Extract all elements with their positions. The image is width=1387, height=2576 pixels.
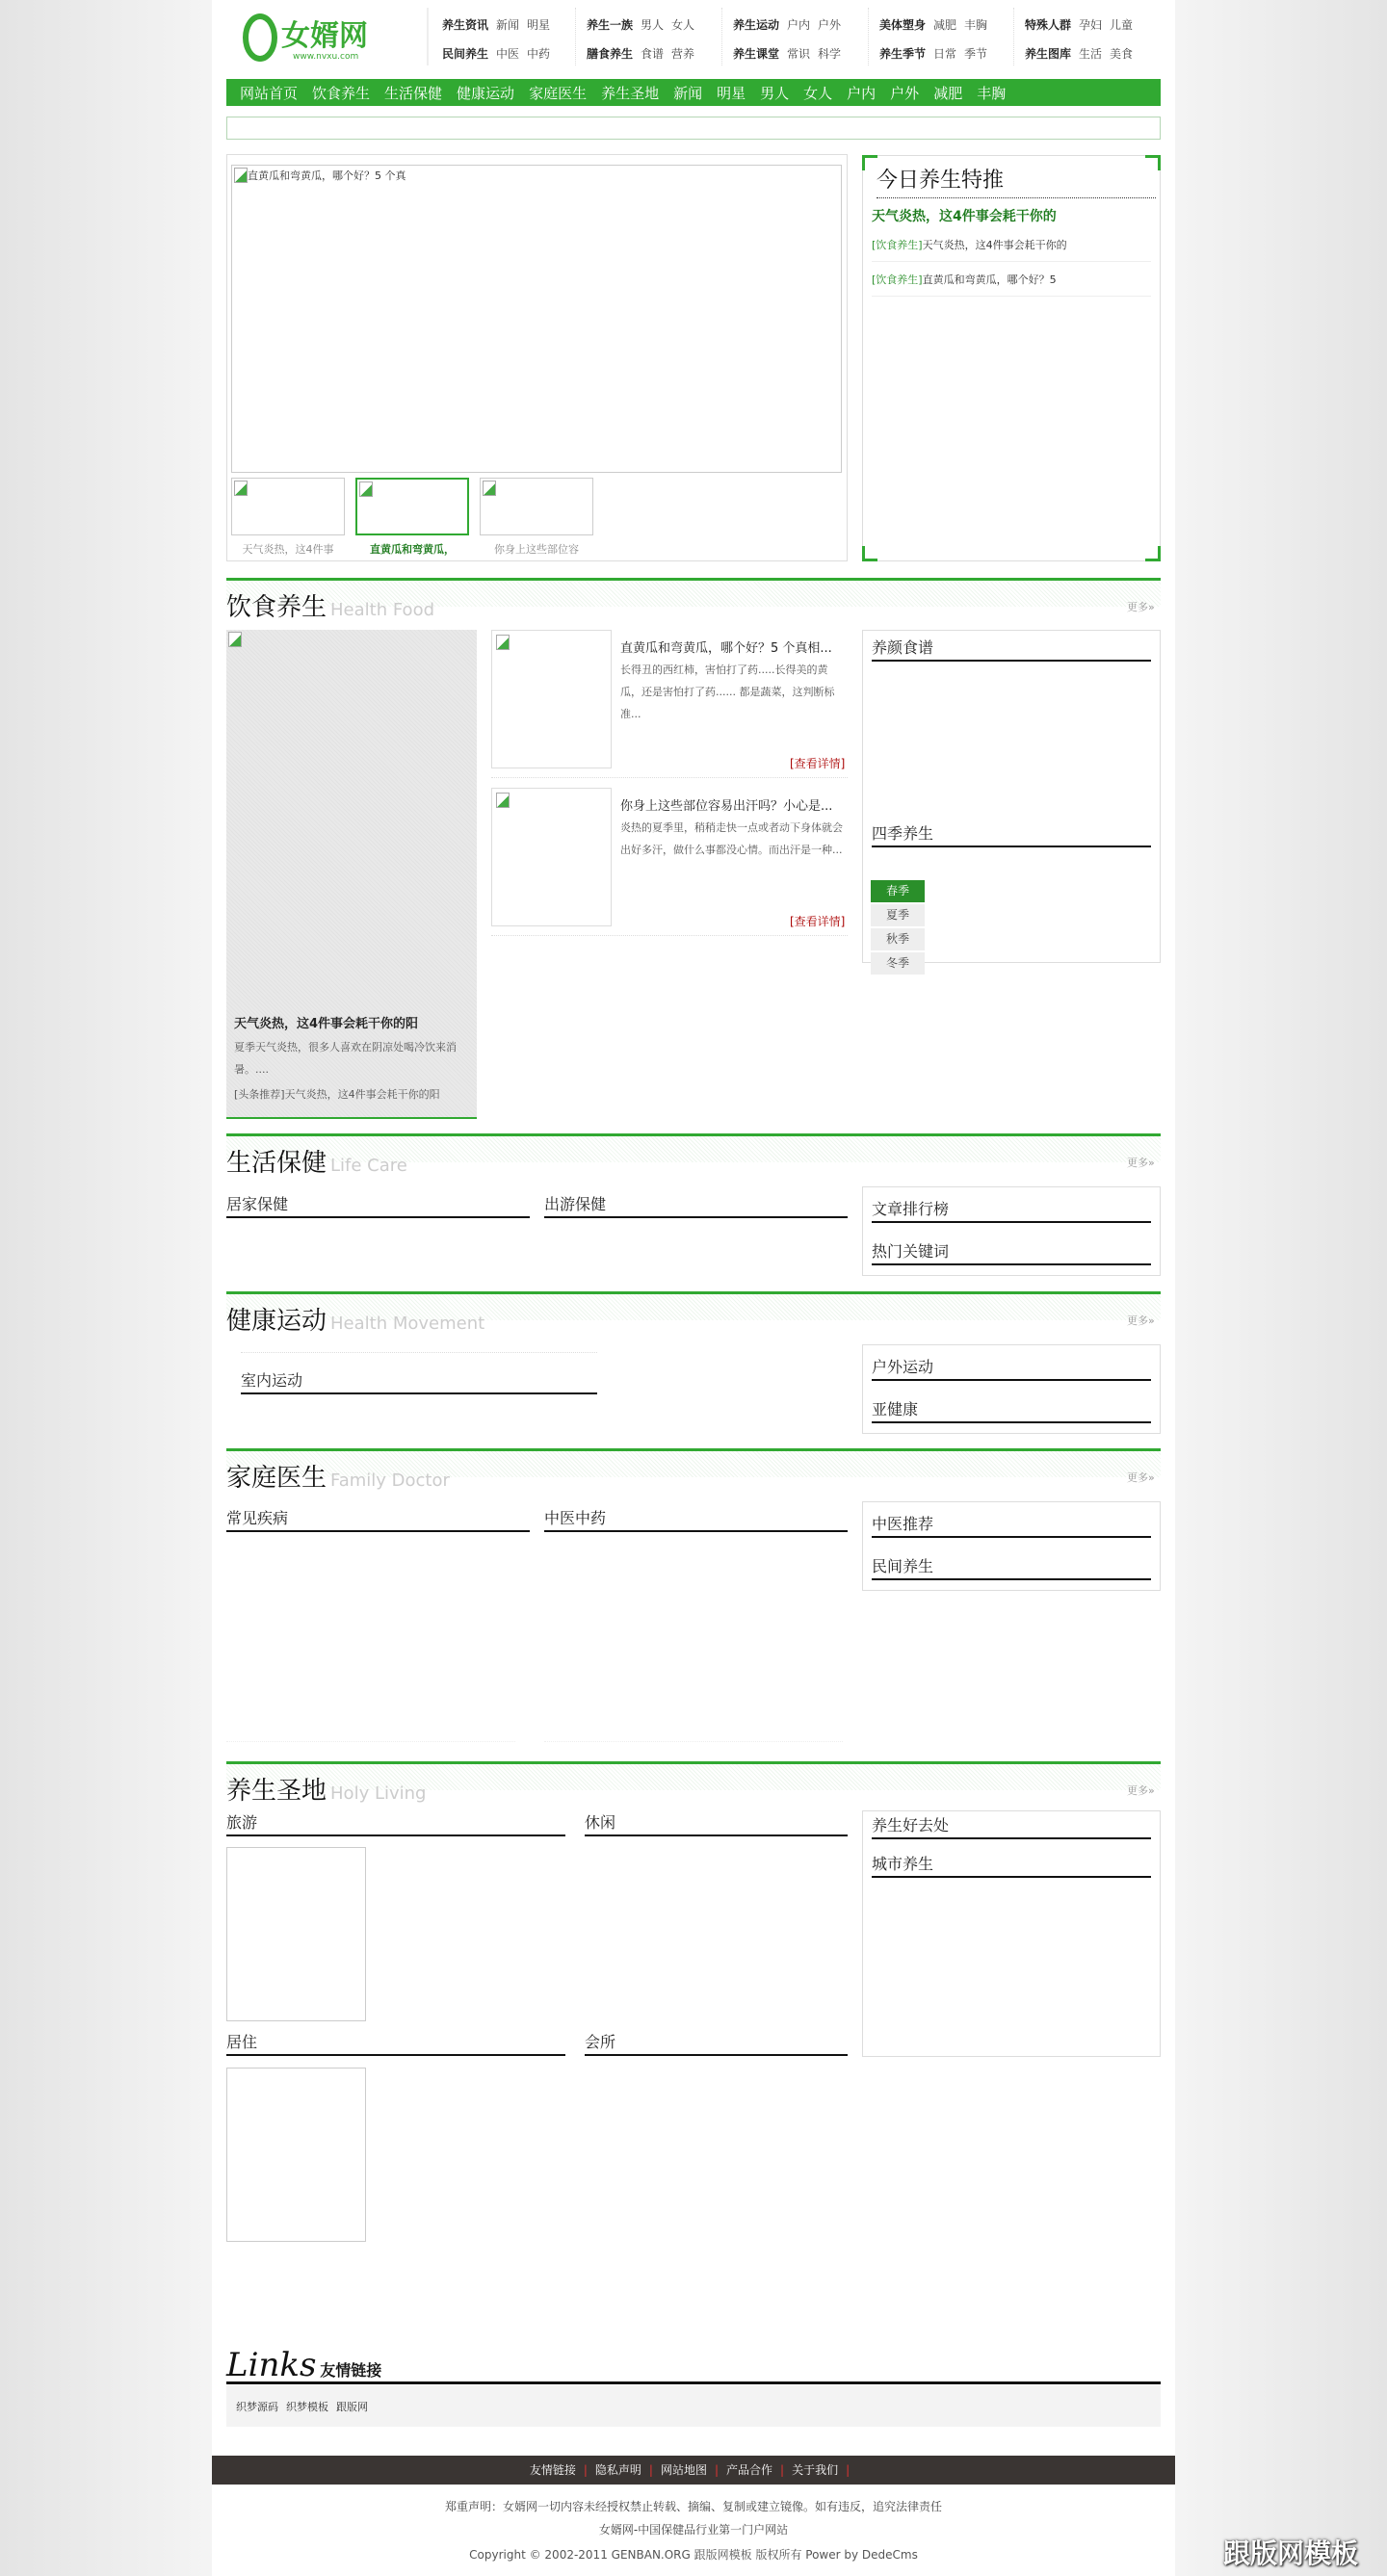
links-title: Links	[226, 2346, 317, 2384]
header-category-link[interactable]: 养生图库	[1025, 47, 1072, 61]
today-item[interactable]	[872, 237, 1151, 262]
doctor-section-title	[226, 1458, 450, 1494]
season-tab[interactable]: 夏季	[871, 904, 925, 926]
header-link[interactable]: 生活	[1079, 47, 1103, 61]
column-heading[interactable]: 居住	[226, 2033, 565, 2056]
thumbnail-caption[interactable]: 天气炎热，这4件事	[242, 543, 334, 556]
header-category-link[interactable]: 养生季节	[879, 47, 927, 61]
column-heading[interactable]: 文章排行榜	[872, 1200, 1151, 1223]
separator: |	[648, 2463, 653, 2477]
nav-item[interactable]: 丰胸	[977, 84, 1007, 102]
footer-link[interactable]: 隐私声明	[594, 2463, 641, 2477]
header-link[interactable]: 常识	[787, 47, 811, 61]
column-heading[interactable]: 户外运动	[872, 1358, 1151, 1381]
broken-image-icon	[234, 168, 248, 183]
holy-title: 养生圣地	[226, 1777, 327, 1806]
image-placeholder[interactable]	[226, 1847, 366, 2021]
header-link-row	[587, 44, 702, 73]
site-logo[interactable]	[243, 10, 397, 67]
header-link[interactable]: 营养	[671, 47, 695, 61]
header-link[interactable]: 中药	[527, 47, 551, 61]
column-heading[interactable]: 居家保健	[226, 1195, 530, 1218]
item-tag: [饮食养生]	[872, 273, 923, 286]
header-link[interactable]: 日常	[933, 47, 957, 61]
item-text: 天气炎热，这4件事会耗干你的	[922, 239, 1067, 251]
footer-link[interactable]: 产品合作	[726, 2463, 773, 2477]
header-link-row	[733, 44, 849, 73]
slider-thumbnail[interactable]	[480, 478, 593, 535]
doctor-title: 家庭医生	[226, 1464, 327, 1493]
header-link[interactable]: 减肥	[933, 18, 957, 32]
today-title: 今日养生特推	[877, 164, 1156, 198]
header-link-row	[879, 44, 995, 73]
food-title: 饮食养生	[226, 593, 327, 622]
column-heading[interactable]: 旅游	[226, 1813, 565, 1836]
column-heading[interactable]: 亚健康	[872, 1400, 1151, 1423]
separator: |	[714, 2463, 720, 2477]
header-link-group	[1025, 15, 1140, 64]
more-link[interactable]: 更多»	[1127, 601, 1155, 613]
header-category-link[interactable]: 养生资讯	[442, 18, 489, 32]
corner-decoration	[862, 546, 877, 561]
nav-item[interactable]: 女人	[803, 84, 833, 102]
footer-copyright: Copyright © 2002-2011 GENBAN.ORG 跟版网模板 版权所有 Power by DedeCms	[469, 2548, 918, 2562]
food-feature[interactable]	[226, 630, 477, 1119]
slider-thumbnail[interactable]	[355, 478, 469, 535]
header-link[interactable]: 男人	[641, 18, 665, 32]
column-heading[interactable]: 民间养生	[872, 1557, 1151, 1580]
thumbnail-caption[interactable]: 直黄瓜和弯黄瓜，	[370, 543, 455, 556]
separator: |	[846, 2463, 851, 2477]
nav-item[interactable]: 饮食养生	[312, 84, 371, 102]
header-link[interactable]: 科学	[818, 47, 842, 61]
image-placeholder[interactable]	[226, 2068, 366, 2242]
header-link[interactable]: 季节	[964, 47, 988, 61]
broken-image-icon	[359, 481, 373, 497]
logo-text: 女婿网	[281, 19, 368, 53]
header-link[interactable]: 美食	[1110, 47, 1134, 61]
header-link-row	[1025, 15, 1140, 44]
more-link[interactable]: 更多»	[1127, 1471, 1155, 1484]
logo-url: www.nvxu.com	[293, 52, 359, 62]
header-link-row	[442, 15, 558, 44]
divider	[427, 8, 429, 65]
item-text: 直黄瓜和弯黄瓜，哪个好？5	[922, 273, 1057, 286]
broken-image-icon	[496, 635, 510, 650]
footer-nav	[212, 2456, 1175, 2485]
header-link[interactable]: 丰胸	[964, 18, 988, 32]
divider	[575, 8, 576, 65]
article-image[interactable]	[491, 788, 612, 926]
header-link[interactable]: 中医	[496, 47, 520, 61]
header-category-link[interactable]: 膳食养生	[587, 47, 634, 61]
header-category-link[interactable]: 特殊人群	[1025, 18, 1072, 32]
main-nav	[226, 79, 1161, 106]
header-link-group	[733, 15, 849, 64]
season-tab[interactable]: 冬季	[871, 952, 925, 975]
header-link-row	[587, 15, 702, 44]
header-category-link[interactable]: 民间养生	[442, 47, 489, 61]
header-category-link[interactable]: 养生运动	[733, 18, 780, 32]
view-detail-link[interactable]: [查看详情]	[790, 915, 846, 928]
corner-decoration	[1145, 546, 1161, 561]
column-heading[interactable]: 城市养生	[872, 1855, 1151, 1878]
separator: |	[583, 2463, 588, 2477]
friend-link[interactable]: 织梦源码	[236, 2401, 278, 2413]
column-heading[interactable]: 常见疾病	[226, 1509, 530, 1532]
nav-item[interactable]: 健康运动	[457, 84, 515, 102]
header-link[interactable]: 户外	[818, 18, 842, 32]
sport-section-title	[226, 1301, 484, 1337]
feature-title[interactable]: 天气炎热，这4件事会耗干你的阳	[234, 1017, 419, 1031]
watermark: 跟版网模板	[1223, 2537, 1359, 2569]
friend-link[interactable]: 织梦模板	[286, 2401, 328, 2413]
life-title-en: Life Care	[330, 1156, 407, 1176]
divider	[868, 8, 869, 65]
article-title[interactable]: 直黄瓜和弯黄瓜，哪个好？5 个真相...	[620, 641, 832, 656]
header-link-group	[442, 15, 558, 64]
life-section-title	[226, 1143, 407, 1179]
feature-link[interactable]: [头条推荐]天气炎热，这4件事会耗干你的阳	[234, 1088, 440, 1101]
food-title-en: Health Food	[330, 600, 435, 620]
column-heading[interactable]: 会所	[585, 2033, 848, 2056]
broken-image-icon	[496, 793, 510, 808]
divider	[544, 1741, 843, 1742]
header-link[interactable]: 新闻	[496, 18, 520, 32]
side-panel	[862, 1810, 1161, 2057]
column-heading[interactable]: 中医中药	[544, 1509, 848, 1532]
view-detail-link[interactable]: [查看详情]	[790, 757, 846, 770]
more-link[interactable]: 更多»	[1127, 1784, 1155, 1797]
footer-link[interactable]: 网站地图	[660, 2463, 707, 2477]
header-link[interactable]: 儿童	[1110, 18, 1134, 32]
food-section-title	[226, 587, 434, 623]
divider	[721, 8, 722, 65]
thumbnail-caption[interactable]: 你身上这些部位容	[494, 543, 579, 556]
search-bar[interactable]	[226, 117, 1161, 140]
footer-notice: 郑重声明：女婿网一切内容未经授权禁止转载、摘编、复制或建立镜像。如有违反，追究法律责任	[444, 2500, 942, 2513]
article-desc: 炎热的夏季里，稍稍走快一点或者动下身体就会出好多汗，做什么事都没心情。而出汗是一种...	[620, 821, 843, 856]
nav-item[interactable]: 户内	[847, 84, 877, 102]
separator: |	[780, 2463, 785, 2477]
header-link-group	[879, 15, 995, 64]
nav-item[interactable]: 户外	[890, 84, 920, 102]
column-heading[interactable]: 室内运动	[241, 1371, 597, 1394]
footer-link[interactable]: 友情链接	[529, 2463, 576, 2477]
divider	[491, 935, 848, 936]
divider	[241, 1352, 597, 1353]
footer-slogan: 女婿网-中国保健品行业第一门户网站	[598, 2523, 789, 2537]
nav-item[interactable]: 明星	[717, 84, 746, 102]
header-category-link[interactable]: 美体塑身	[879, 18, 927, 32]
broken-image-icon	[228, 632, 242, 647]
links-header	[226, 2346, 1161, 2384]
nav-item[interactable]: 家庭医生	[529, 84, 588, 102]
column-heading[interactable]: 热门关键词	[872, 1242, 1151, 1265]
recipes-heading: 养颜食谱	[872, 638, 1151, 662]
divider	[226, 1741, 515, 1742]
header-category-link[interactable]: 养生课堂	[733, 47, 780, 61]
nav-item[interactable]: 减肥	[933, 84, 963, 102]
broken-image-icon	[483, 481, 496, 496]
sport-title-en: Health Movement	[330, 1314, 485, 1334]
header-link-group	[587, 15, 702, 64]
article-image[interactable]	[491, 630, 612, 768]
today-headline[interactable]: 天气炎热，这4件事会耗干你的	[872, 209, 1057, 224]
life-title: 生活保健	[226, 1149, 327, 1178]
nav-item[interactable]: 新闻	[673, 84, 703, 102]
header-link[interactable]: 食谱	[641, 47, 665, 61]
season-tab[interactable]: 秋季	[871, 928, 925, 950]
today-item[interactable]	[872, 272, 1151, 297]
links-title-cn: 友情链接	[320, 2361, 382, 2380]
slider-main-alt: 直黄瓜和弯黄瓜，哪个好？5 个真	[248, 169, 406, 182]
slider-main-image[interactable]	[231, 165, 842, 473]
header-link[interactable]: 女人	[671, 18, 695, 32]
header-link-row	[1025, 44, 1140, 73]
column-heading[interactable]: 中医推荐	[872, 1515, 1151, 1538]
header-link-row	[442, 44, 558, 73]
holy-title-en: Holy Living	[330, 1783, 427, 1804]
header-category-link[interactable]: 养生一族	[587, 18, 634, 32]
broken-image-icon	[234, 481, 248, 496]
links-list	[226, 2385, 1161, 2427]
season-tab[interactable]: 春季	[871, 880, 925, 902]
article-title[interactable]: 你身上这些部位容易出汗吗？小心是...	[620, 799, 833, 814]
header-link-row	[879, 15, 995, 44]
footer-link[interactable]: 关于我们	[792, 2463, 839, 2477]
nav-item[interactable]: 生活保健	[384, 84, 443, 102]
seasons-heading: 四季养生	[872, 824, 1151, 847]
friend-link[interactable]: 跟版网	[336, 2401, 368, 2413]
nav-item[interactable]: 养生圣地	[601, 84, 660, 102]
holy-section-title	[226, 1771, 426, 1807]
divider	[1013, 8, 1014, 65]
divider	[491, 777, 848, 778]
logo-mark-icon	[243, 13, 277, 62]
header-link[interactable]: 明星	[527, 18, 551, 32]
corner-decoration	[862, 155, 877, 170]
more-link[interactable]: 更多»	[1127, 1314, 1155, 1327]
more-link[interactable]: 更多»	[1127, 1157, 1155, 1169]
header-link[interactable]: 户内	[787, 18, 811, 32]
item-tag: [饮食养生]	[872, 239, 923, 251]
sport-title: 健康运动	[226, 1307, 327, 1336]
header-link[interactable]: 孕妇	[1079, 18, 1103, 32]
feature-desc: 夏季天气炎热，很多人喜欢在阴凉处喝冷饮来消暑。....	[234, 1041, 457, 1076]
header-link-row	[733, 15, 849, 44]
doctor-title-en: Family Doctor	[330, 1470, 450, 1491]
column-heading[interactable]: 养生好去处	[872, 1816, 1151, 1839]
nav-item[interactable]: 网站首页	[240, 84, 299, 102]
article-desc: 长得丑的西红柿，害怕打了药.....长得美的黄瓜，还是害怕打了药...... 都是蔬菜，这判断标准...	[620, 664, 835, 720]
nav-item[interactable]: 男人	[760, 84, 790, 102]
column-heading[interactable]: 休闲	[585, 1813, 848, 1836]
column-heading[interactable]: 出游保健	[544, 1195, 848, 1218]
slider-thumbnail[interactable]	[231, 478, 345, 535]
